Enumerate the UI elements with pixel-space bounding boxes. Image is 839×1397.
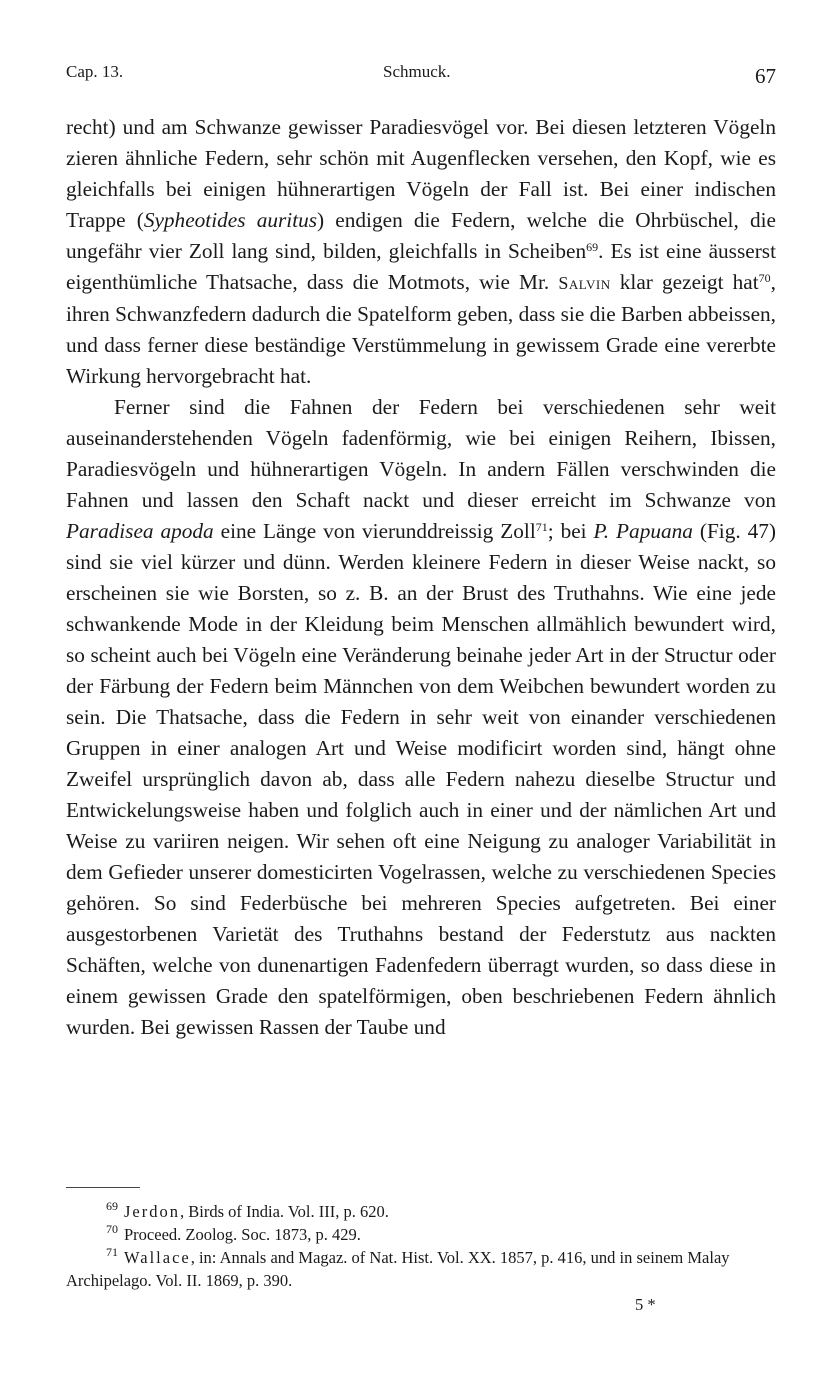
paragraph <box>66 392 776 1043</box>
footnote-number: 69 <box>106 1199 118 1213</box>
text-run: Ferner sind die Fahnen der Federn bei verschiedenen sehr weit auseinanderstehenden Vögeln fadenförmig, wie bei einigen Reihern, Ibissen, Paradiesvögeln und hühnerartigen Vögeln. In andern Fällen verschwinden die Fahnen und lassen den Schaft nackt und dieser erreicht im Schwanze von <box>66 395 776 512</box>
italic-text: Paradisea apoda <box>66 519 214 543</box>
text-run: eine Länge von vierunddreissig Zoll <box>213 519 536 543</box>
text-run: ) endigen die Federn, welche die Ohrbüschel, die ungefähr vier Zoll lang sind, bilden, gleichfalls in Scheiben <box>66 208 776 263</box>
text-run: ; bei <box>547 519 594 543</box>
text-run: (Fig. 47) sind sie viel kürzer und dünn. Werden kleinere Federn in dieser Weise nackt, so erscheinen sie wie Borsten, so z. B. an der Brust des Truthahns. Wie eine jede schwankende Mode in der Kleidung beim Menschen allmählich bewundert wird, so scheint auch bei Vögeln eine Veränderung beinahe jeder Art in der Structur oder der Färbung der Federn beim Männchen von dem Weibchen bewundert worden zu sein. Die Thatsache, dass die Federn in sehr weit von einander verschiedenen Gruppen in einer analogen Art und Weise modificirt worden sind, hängt ohne Zweifel ursprünglich davon ab, dass alle Federn nahezu dieselbe Structur und Entwickelungsweise haben und folglich auch in einer und der nämlichen Art und Weise zu variiren neigen. Wir sehen oft eine Neigung zu analoger Variabilität in dem Gefieder unserer domesticirten Vogelrassen, welche zu verschiedenen Species gehören. So sind Federbüsche bei mehreren Species aufgetreten. Bei einer ausgestorbenen Varietät des Truthahns bestand der Federstutz aus nackten Schäften, welche von dunenartigen Fadenfedern überragt wurden, so dass diese in einem gewissen Grade den spatelförmigen, oben beschriebenen Federn ähnlich wurden. Bei gewissen Rassen der Taube und <box>66 519 777 1039</box>
page-number: 67 <box>755 64 776 88</box>
paragraph <box>66 112 776 392</box>
footnote-text: , Birds of India. Vol. III, p. 620. <box>180 1202 389 1221</box>
footnote-text: , in: Annals and Magaz. of Nat. Hist. Vol. XX. 1857, p. 416, und in seinem Malay Archipelago. Vol. II. 1869, p. 390. <box>66 1248 730 1290</box>
body-text <box>66 112 776 1043</box>
footnote <box>66 1200 776 1223</box>
footnote-rule <box>66 1187 140 1188</box>
footnote-author: Wallace <box>124 1248 191 1267</box>
chapter-label: Cap. 13. <box>66 62 124 81</box>
text-run: , ihren Schwanzfedern dadurch die Spatelform geben, dass sie die Barben abbeissen, und dass ferner diese beständige Verstümmelung in gewissem Grade eine vererbte Wirkung hervorgebracht hat. <box>66 270 776 388</box>
italic-text: P. Papuana <box>593 519 693 543</box>
footnote-ref: 70 <box>758 271 771 285</box>
small-caps-name: Salvin <box>558 273 611 293</box>
footnote-number: 70 <box>106 1222 118 1236</box>
footnotes <box>66 1200 776 1292</box>
footnote <box>66 1246 776 1292</box>
footnote-ref: 69 <box>586 240 599 254</box>
running-title: Schmuck. <box>383 62 451 81</box>
footnote-ref: 71 <box>535 520 548 534</box>
footnote-number: 71 <box>106 1245 118 1259</box>
footnote-text: Proceed. Zoolog. Soc. 1873, p. 429. <box>124 1225 361 1244</box>
text-run: recht) und am Schwanze gewisser Paradiesvögel vor. Bei diesen letzteren Vögeln zieren ähnliche Federn, sehr schön mit Augenflecken versehen, den Kopf, wie es gleichfalls bei einigen hühnerartigen Vögeln der Fall ist. Bei einer indischen Trappe ( <box>66 115 776 232</box>
signature-mark: 5 * <box>635 1295 656 1314</box>
italic-text: Sypheotides auritus <box>143 208 318 232</box>
footnote <box>66 1223 776 1246</box>
text-run: . Es ist eine äusserst eigenthümliche Thatsache, dass die Motmots, wie Mr. <box>66 239 776 294</box>
text-run: klar gezeigt hat <box>610 270 759 294</box>
footnote-author: Jerdon <box>124 1202 180 1221</box>
